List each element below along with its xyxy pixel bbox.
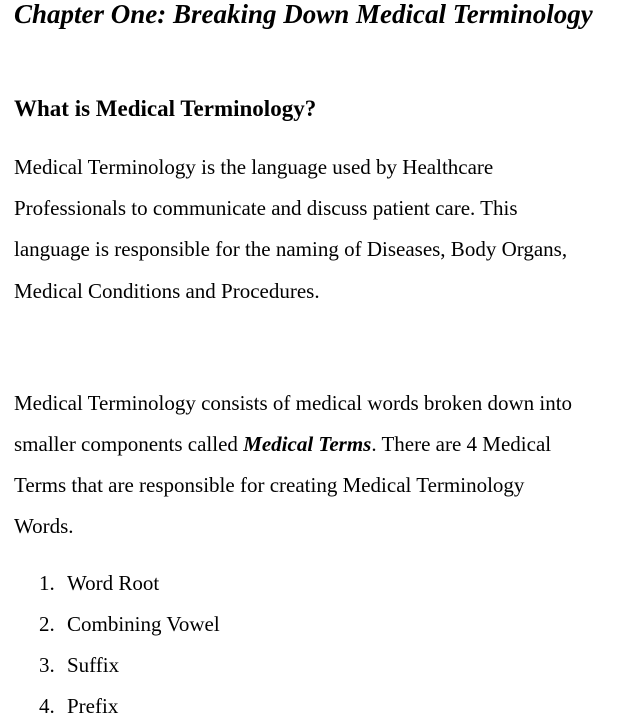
paragraph-line: Terms that are responsible for creating Medical Terminology <box>14 473 525 497</box>
paragraph-line: language is responsible for the naming of Diseases, Body Organs, <box>14 237 568 261</box>
list-number: 1. <box>39 571 55 595</box>
paragraph-line: Medical Conditions and Procedures. <box>14 279 320 303</box>
list-item-text: Prefix <box>67 694 119 718</box>
list-item-text: Combining Vowel <box>67 612 220 636</box>
paragraph-line: Medical Terminology consists of medical words broken down into <box>14 391 573 415</box>
paragraph-line: Professionals to communicate and discuss patient care. This <box>14 196 518 220</box>
chapter-title: Chapter One: Breaking Down Medical Terminology <box>14 0 593 29</box>
paragraph-line: Words. <box>14 514 74 538</box>
list-number: 4. <box>39 694 55 718</box>
list-item-text: Word Root <box>67 571 160 595</box>
text-run: smaller components called <box>14 432 244 456</box>
emphasized-term: Medical Terms <box>243 432 372 456</box>
list-number: 3. <box>39 653 55 677</box>
paragraph-line: Medical Terminology is the language used by Healthcare <box>14 155 494 179</box>
section-heading: What is Medical Terminology? <box>14 96 317 121</box>
paragraph-line <box>14 430 551 458</box>
list-item-text: Suffix <box>67 653 120 677</box>
text-run: . There are 4 Medical <box>371 432 552 456</box>
list-number: 2. <box>39 612 55 636</box>
